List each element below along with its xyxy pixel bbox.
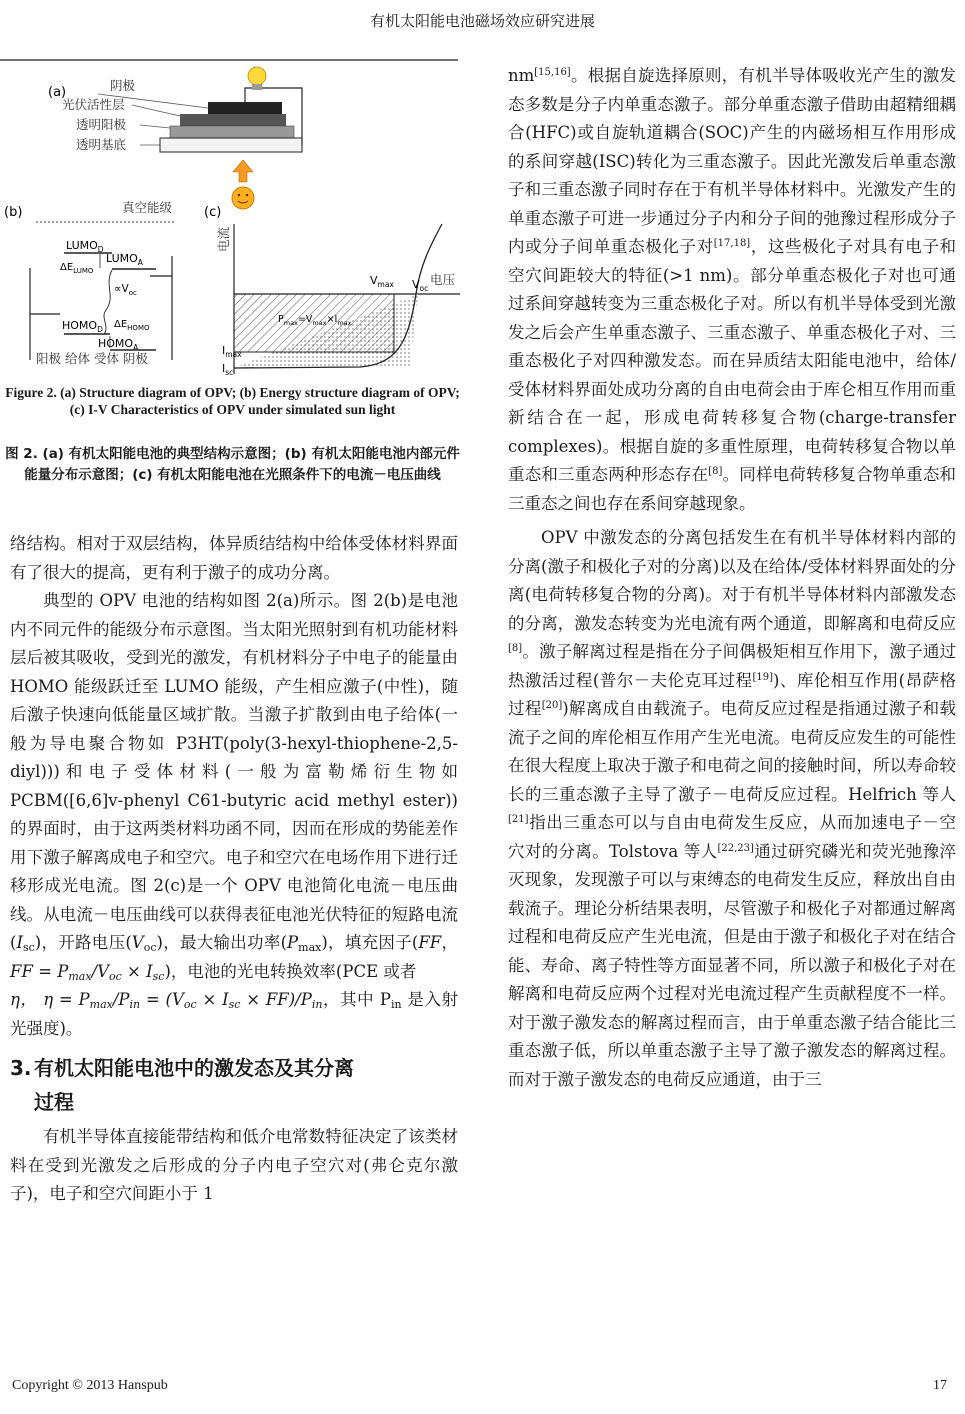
right-paragraph-2: OPV 中激发态的分离包括发生在有机半导体材料内部的分离(激子和极化子对的分离)以及在给体/受体材料界面处的分离(电荷转移复合物的分离)。对于有机半导体材料内部激发态的分离，激发态转变为光电流有两个通道，即解离和电荷反应[8]。激子解离过程是指在分子间偶极矩相互作用下，激子通过热激活过程(普尔－夫伦克耳过程[19])、库伦相互作用(昂萨格过程[20])解离成自由载流子。电荷反应过程是指通过激子和载流子之间的库伦相互作用产生光电流。电荷反应发生的可能性在很大程度上取决于激子和电荷之间的接触时间，所以寿命较长的三重态激子主导了激子－电荷反应过程。Helfrich 等人[21]指出三重态可以与自由电荷发生反应，从而加速电子－空穴对的分离。Tolstova 等人[22,23]通过研究磷光和荧光弛豫淬灭现象，发现激子可以与束缚态的电荷发生反应，释放出自由载流子。理论分析结果表明，尽管激子和极化子对都通过解离过程和电荷反应产生光电流，但是由于激子和极化子对在结合能、寿命、离子特性等方面显著不同，所以激子和极化子对在解离和电荷反应两个过程对光电流过程产生贡献程度不一样。对于激子激发态的解离过程而言，由于单重态激子结合能比三重态激子低，所以单重态激子主导了激子激发态的解离过程。而对于激子激发态的电荷反应通道，由于三: [508, 528, 957, 1089]
section-3-heading: 3. 有机太阳能电池中的激发态及其分离 过程: [10, 1056, 354, 1114]
right-column: [508, 62, 956, 1094]
citation: [21]: [508, 814, 529, 825]
bulb-icon: [248, 67, 266, 90]
bottom-labels: 阳极 给体 受体 阴极: [36, 351, 148, 366]
panel-c-label: (c): [204, 205, 222, 220]
figure-2-graphic: [0, 56, 460, 386]
voc-prop-label: $\propto V_{oc}$: [114, 283, 137, 297]
figure-2: [0, 56, 460, 386]
citation: [22,23]: [717, 842, 754, 854]
figure-caption-en: Figure 2. (a) Structure diagram of OPV; (b) Energy structure diagram of OPV; (c) I-V Characteristics of OPV under simulated sun light: [5, 385, 460, 417]
citation: [15,16]: [534, 67, 571, 78]
citation: [17,18]: [713, 238, 751, 249]
citation: [8]: [708, 466, 723, 477]
layer-cathode-label: 阴极: [110, 78, 136, 93]
citation: [19]: [752, 671, 773, 683]
voc-brace: [104, 270, 112, 334]
homo-a-label: $HOMO_A$: [98, 337, 139, 352]
layer-active-label: 光伏活性层: [62, 97, 125, 112]
c-vmax-label: $V_{max}$: [370, 274, 394, 289]
layer-anode: [170, 126, 294, 138]
panel-b-label: (b): [4, 205, 23, 220]
left-paragraph-3: 有机半导体直接能带结构和低介电常数特征决定了该类材料在受到光激发之后形成的分子内电子空穴对(弗仑克尔激子)，电子和空穴间距小于 1: [10, 1127, 458, 1203]
footer-page-number: 17: [933, 1378, 947, 1393]
c-pmax-eq: $P_{max}=V_{max}\times I_{max}$: [278, 314, 352, 327]
layer-substrate: [160, 138, 302, 152]
c-x-axis-label: 电压: [430, 272, 456, 287]
ff-formula: FF = $P_{max}/V_{oc} \times I_{sc}$: [10, 961, 165, 983]
homo-d-label: $HOMO_D$: [62, 319, 103, 334]
sun-icon: [232, 187, 254, 209]
left-paragraph-1: 络结构。相对于双层结构，体异质结结构中给体受体材料界面有了很大的提高，更有利于激子的成功分离。: [10, 534, 458, 582]
layer-substrate-label: 透明基底: [76, 137, 127, 152]
layer-anode-label: 透明阳极: [76, 117, 127, 132]
figure-caption-zh: 图 2. (a) 有机太阳能电池的典型结构示意图；(b) 有机太阳能电池内部元件能量分布示意图；(c) 有机太阳能电池在光照条件下的电流－电压曲线: [5, 446, 460, 483]
lumo-d-label: $LUMO_D$: [66, 239, 104, 254]
running-header: 有机太阳能电池磁场效应研究进展: [369, 12, 595, 30]
c-isc-label: $I_{sc}$: [222, 362, 234, 377]
left-paragraph-2: 典型的 OPV 电池的结构如图 2(a)所示。图 2(b)是电池内不同元件的能级分布示意图。当太阳光照射到有机功能材料层后被其吸收，受到光的激发，有机材料分子中电子的能量由 HOMO 能级跃迁至 LUMO 能级，产生相应激子(中性)，随后激子快速向低能量区域扩散。当激子扩散到由电子给体(一般为导电聚合物如 P3HT(poly(3-hexyl-thiophene-2,5-diyl)))和电子受体材料(一般为富勒烯衍生物如 PCBM([6,6]v-phenyl C61-butyric acid methyl ester))的界面时，由于这两类材料功函不同，因而在形成的势能差作用下激子解离成电子和空穴。电子和空穴在电场作用下进行迁移形成光电流。图 2(c)是一个 OPV 电池简化电流－电压曲线。从电流－电压曲线可以获得表征电池光伏特征的短路电流$(I_{sc})$，开路电压$(V_{oc})$，最大输出功率$(P_{max})$，填充因子(FF，FF = $P_{max}/V_{oc} \times I_{sc}$)，电池的光电转换效率(PCE 或者 η， $\eta = P_{max}/P_{in} = (V_{oc} \times I_{sc} \times FF)/P_{in}$，其中 $P_{in}$ 是入射光强度)。: [10, 591, 459, 1038]
footer-copyright: Copyright © 2013 Hanspub: [12, 1378, 168, 1393]
vacuum-level-label: 真空能级: [122, 200, 173, 215]
right-paragraph-1: nm[15,16]。根据自旋选择原则，有机半导体吸收光产生的激发态多数是分子内单重态激子。部分单重态激子借助由超精细耦合(HFC)或自旋轨道耦合(SOC)产生的内磁场相互作用形成的系间穿越(ISC)转化为三重态激子。因此光激发后单重态激子和三重态激子同时存在于有机半导体材料中。光激发产生的单重态激子可进一步通过分子内和分子间的弛豫过程形成分子内或分子间单重态极化子对[17,18]，这些极化子对具有电子和空穴间距较大的特征(>1 nm)。部分单重态极化子对也可通过系间穿越转变为三重态极化子对。所以有机半导体受到光激发之后会产生单重态激子、三重态激子、单重态极化子对、三重态极化子对四种激发态。而在异质结太阳能电池中，给体/受体材料界面处成功分离的自由电荷会由于库仑相互作用而重新结合在一起，形成电荷转移复合物(charge-transfer complexes)。根据自旋的多重性原理，电荷转移复合物以单重态和三重态两种形态存在[8]。同样电荷转移复合物单重态和三重态之间也存在系间穿越现象。: [508, 66, 957, 513]
delta-e-lumo-label: $\Delta E_{LUMO}$: [60, 262, 94, 275]
panel-a-label: (a): [48, 85, 67, 100]
eta-formula: η， $\eta = P_{max}/P_{in} = (V_{oc} \times I_{sc} \times FF)/P_{in}$: [10, 990, 323, 1011]
layer-cathode: [208, 102, 282, 114]
c-voc-label: $V_{oc}$: [412, 278, 429, 293]
citation: [8]: [508, 643, 523, 654]
c-y-axis-label: 电流: [216, 226, 231, 252]
leader-anode: [140, 125, 170, 128]
c-imax-label: $I_{max}$: [222, 344, 242, 359]
citation: [20]: [541, 700, 563, 711]
left-column: [10, 530, 458, 1209]
layer-active: [180, 114, 286, 126]
delta-e-homo-label: $\Delta E_{HOMO}$: [114, 319, 150, 332]
lumo-a-label: $LUMO_A$: [106, 252, 143, 267]
leader-active: [132, 105, 180, 116]
arrow-up-icon: [233, 160, 253, 182]
